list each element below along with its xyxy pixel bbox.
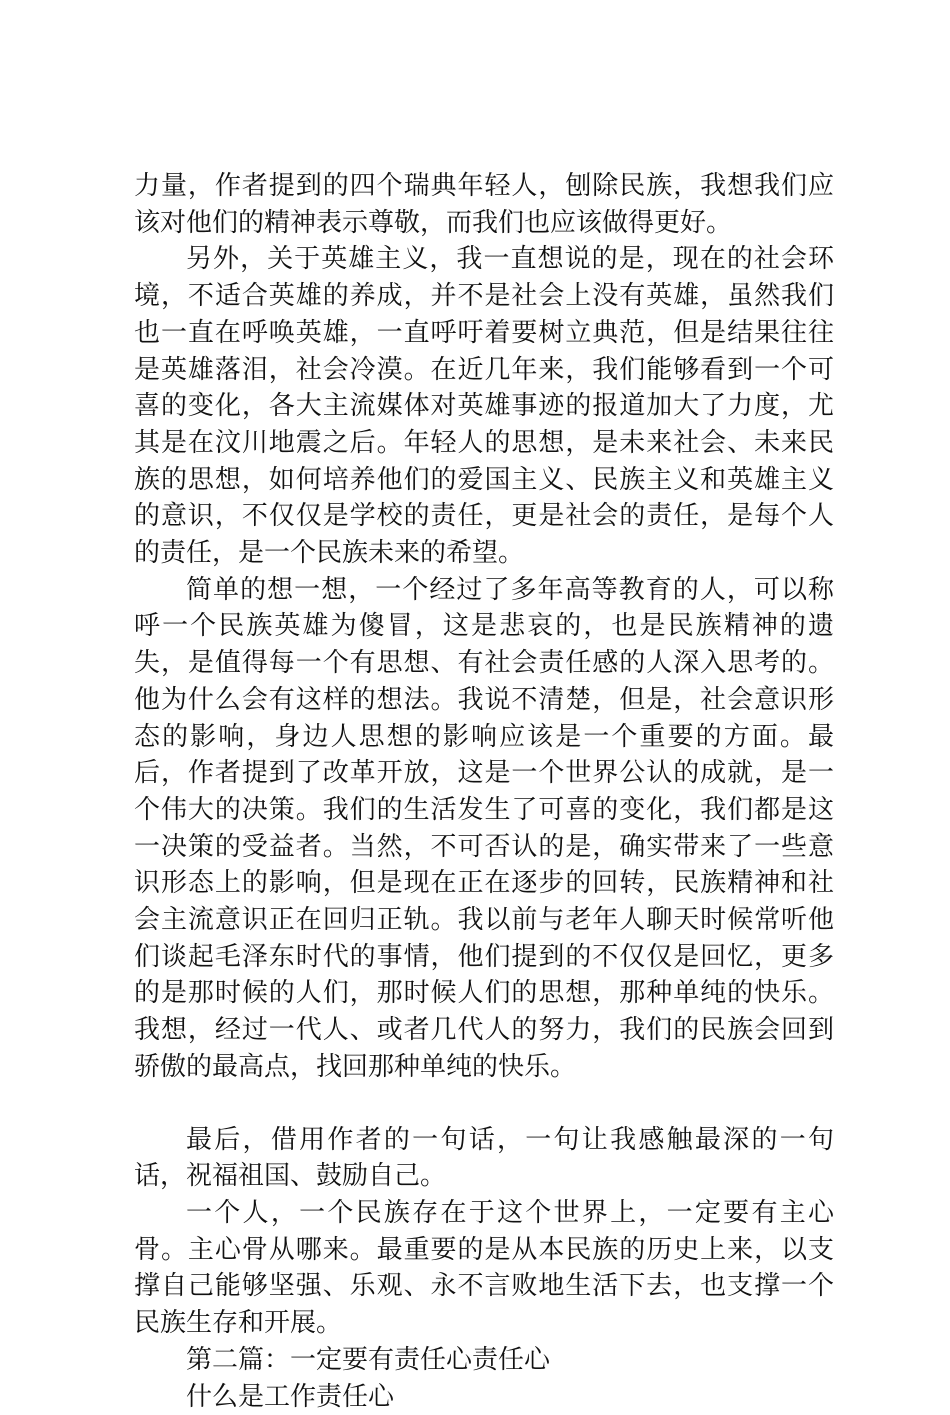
paragraph-quote: 一个人，一个民族存在于这个世界上，一定要有主心骨。主心骨从哪来。最重要的是从本民族的历史上来，以支撑自己能够坚强、乐观、永不言败地生活下去，也支撑一个民族生存和开展。 xyxy=(134,1195,834,1342)
section-heading: 第二篇：一定要有责任心责任心 xyxy=(134,1342,834,1379)
paragraph-reflection: 简单的想一想，一个经过了多年高等教育的人，可以称呼一个民族英雄为傻冒，这是悲哀的，也是民族精神的遗失，是值得每一个有思想、有社会责任感的人深入思考的。他为什么会有这样的想法。我说不清楚，但是，社会意识形态的影响，身边人思想的影响应该是一个重要的方面。最后，作者提到了改革开放，这是一个世界公认的成就，是一个伟大的决策。我们的生活发生了可喜的变化，我们都是这一决策的受益者。当然，不可否认的是，确实带来了一些意识形态上的影响，但是现在正在逐步的回转，民族精神和社会主流意识正在回归正轨。我以前与老年人聊天时候常听他们谈起毛泽东时代的事情，他们提到的不仅仅是回忆，更多的是那时候的人们，那时候人们的思想，那种单纯的快乐。我想，经过一代人、或者几代人的努力，我们的民族会回到骄傲的最高点，找回那种单纯的快乐。 xyxy=(134,572,834,1086)
document-page xyxy=(134,168,834,1415)
section-subheading: 什么是工作责任心 xyxy=(134,1379,834,1415)
paragraph-continuation: 力量，作者提到的四个瑞典年轻人，刨除民族，我想我们应该对他们的精神表示尊敬，而我们也应该做得更好。 xyxy=(134,168,834,241)
paragraph-closing-quote-intro: 最后，借用作者的一句话，一句让我感触最深的一句话，祝福祖国、鼓励自己。 xyxy=(134,1122,834,1195)
paragraph-heroism: 另外，关于英雄主义，我一直想说的是，现在的社会环境，不适合英雄的养成，并不是社会上没有英雄，虽然我们也一直在呼唤英雄，一直呼吁着要树立典范，但是结果往往是英雄落泪，社会冷漠。在近几年来，我们能够看到一个可喜的变化，各大主流媒体对英雄事迹的报道加大了力度，尤其是在汶川地震之后。年轻人的思想，是未来社会、未来民族的思想，如何培养他们的爱国主义、民族主义和英雄主义的意识，不仅仅是学校的责任，更是社会的责任，是每个人的责任，是一个民族未来的希望。 xyxy=(134,241,834,571)
